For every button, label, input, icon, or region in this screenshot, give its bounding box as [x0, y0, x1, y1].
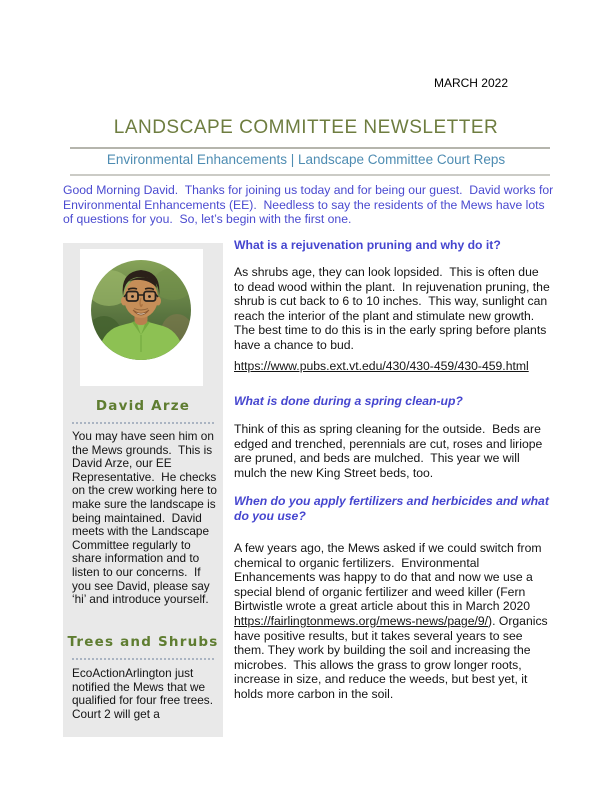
question-2-heading: What is done during a spring clean-up? [234, 394, 463, 408]
sidebar-trees-text: EcoActionArlington just notified the Mews that we qualified for four free trees. Court 2 will get a [72, 666, 223, 721]
sidebar-heading-trees-shrubs: Trees and Shrubs [67, 634, 219, 650]
question-2-body: Think of this as spring cleaning for the outside. Beds are edged and trenched, perennials are cut, roses and liriope are pruned, and beds are mulched. This year we will mulch the new King Street beds, too. [234, 422, 546, 480]
portrait-illustration [91, 260, 191, 360]
sidebar-heading-david-arze: David Arze [95, 398, 191, 414]
sidebar-dotted-divider-2 [72, 658, 214, 660]
divider-top [70, 147, 550, 149]
question-1-link-wrap [234, 359, 552, 374]
question-3-body-after: ). Organics have positive results, but it takes several years to see them. They work by building the soil and increasing the microbes. This allows the grass to grow longer roots, increase in size, and reduce the weeds, but best yet, it holds more carbon in the soil. [234, 613, 552, 701]
vt-extension-link[interactable]: https://www.pubs.ext.vt.edu/430/430-459/430-459.html [234, 359, 529, 373]
question-3-body [234, 541, 552, 702]
intro-paragraph: Good Morning David. Thanks for joining us today and for being our guest. David works for Environmental Enhancements (EE). Needless to say the residents of the Mews have lots of questions for you. So, let’s begin with the first one. [63, 183, 557, 227]
question-3-body-before: A few years ago, the Mews asked if we could switch from chemical to organic fertilizers. Environmental Enhancements was happy to do that and now we use a special blend of organic fertilizer and weed killer (Fern Birtwistle wrote a great article about this in March 2020 [234, 541, 545, 614]
question-3-heading: When do you apply fertilizers and herbicides and what do you use? [234, 494, 553, 523]
david-arze-photo [91, 260, 191, 360]
fairlington-mews-link[interactable]: https://fairlingtonmews.org/mews-news/page/9/ [234, 613, 489, 628]
question-1-body: As shrubs age, they can look lopsided. This is often due to dead wood within the plant. In rejuvenation pruning, the shrub is cut back to 6 to 10 inches. This way, sunlight can reach the interior of the plant and stimulate new growth. The best time to do this is in the early spring before plants have a chance to bud. [234, 265, 554, 352]
issue-date: MARCH 2022 [433, 76, 508, 90]
newsletter-title: LANDSCAPE COMMITTEE NEWSLETTER [113, 117, 499, 138]
divider-bottom [70, 174, 550, 176]
sidebar-bio-text: You may have seen him on the Mews grounds. This is David Arze, our EE Representative. He checks on the crew working here to make sure the landscape is being maintained. David meets with the Landscape Committee regularly to share information and to listen to our concerns. If you see David, please say ‘hi’ and introduce yourself. [72, 429, 221, 607]
question-1-heading: What is a rejuvenation pruning and why do it? [234, 238, 501, 252]
sidebar-dotted-divider-1 [72, 422, 214, 424]
sidebar [63, 243, 223, 737]
photo-frame [80, 249, 203, 386]
newsletter-subtitle: Environmental Enhancements | Landscape Committee Court Reps [106, 152, 506, 167]
